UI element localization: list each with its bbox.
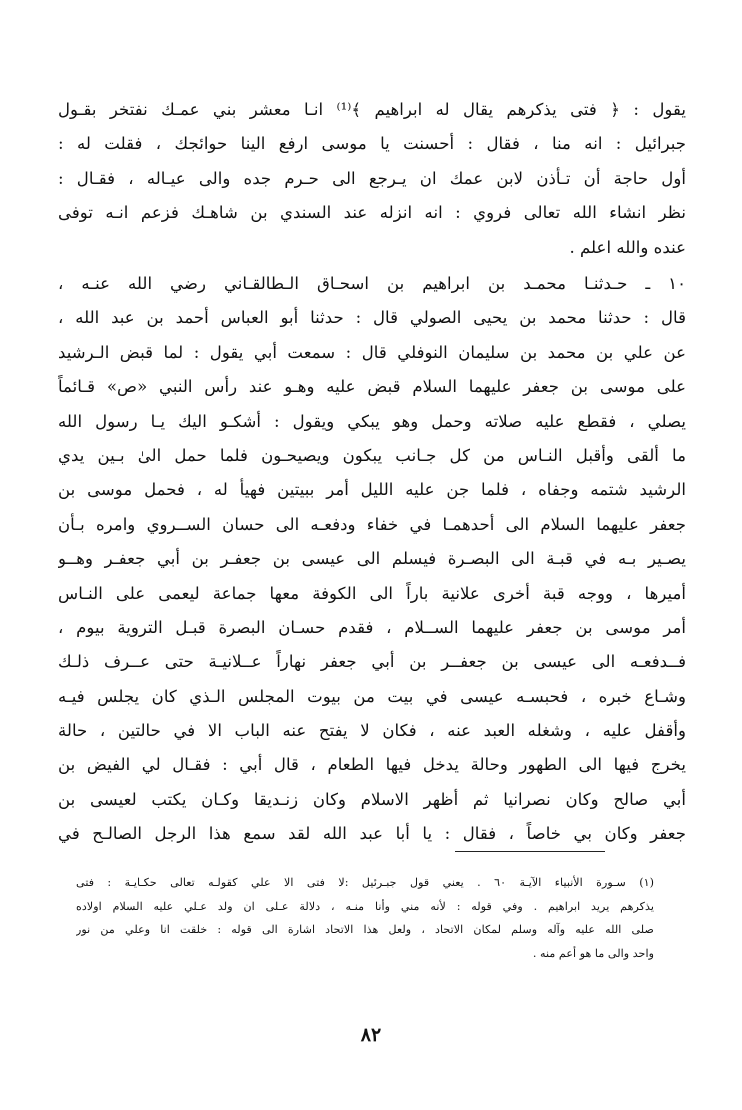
footnote	[76, 871, 654, 965]
text-line: جعفر وكان بي خاصاً ، فقال : يا أبا عبد الله لقد سمع هذا الرجل الصالـح في	[58, 824, 686, 844]
text-line: أميرها ، ووجه قبة أخرى علانية باراً الى الكوفة معها جماعة ليعمى على النـاس	[58, 583, 686, 603]
text-line: نظر انشاء الله تعالى فروي : انه انزله عند السندي بن شاهـك فزعم انـه توفى	[58, 203, 686, 223]
footnote-line: صلى الله عليه وآله وسلم لمكان الاتحاد ، ولعل هذا الاتحاد اشارة الى قوله : خلقت انا وعلي من نور	[76, 923, 654, 936]
text-line: فــدفعـه الى عيسى بن جعفــر بن أبي جعفر نهاراً عــلانيـة حتى عــرف ذلـك	[58, 652, 686, 672]
text-line: يقول : ﴿ فتى يذكرهم يقال له ابراهيم ﴾⁽¹⁾ انـا معشر بني عمـك نفتخر بقـول	[58, 100, 686, 119]
text-line: جعفر عليهما السلام الى أحدهمـا في خفاء ودفعـه الى حسان الســروي وامره بـأن	[58, 514, 686, 534]
text-line: على موسى بن جعفر عليهما السلام قبض عليه وهـو عند رأس النبي «ص» قـائماً	[58, 377, 686, 397]
text-line: جبرائيل : انه منا ، فقال : أحسنت يا موسى ارفع الينا حوائجك ، فقلت له :	[58, 134, 686, 154]
text-line: أول حاجة أن تـأذن لابن عمك ان يـرجع الى حـرم جده والى عيـاله ، فقـال :	[58, 168, 686, 188]
paragraph-2	[58, 267, 686, 852]
page-number: ٨٢	[360, 1024, 382, 1046]
text-line: يخرج فيها الى الطهور وحالة يدخل فيها الطعام ، قال أبي : فقـال لي الفيض بن	[58, 755, 686, 775]
text-line: أبي صالح وكان نصرانيا ثم أظهر الاسلام وكان زنـديقا وكـان يكتب لعيسى بن	[58, 789, 686, 809]
text-line: يصلي ، فقطع عليه صلاته وحمل وهو يبكي ويقول : أشكـو اليك يـا رسول الله	[58, 411, 686, 431]
text-line: يصـير بـه في قبـة الى البصـرة فيسلم الى عيسى بن جعفـر بن أبي جعفـر وهــو	[58, 549, 686, 569]
text-line: ما ألقى وأقبل النـاس من كل جـانب يبكون ويصيحـون فلما حمل الىٰ بـين يدي	[58, 445, 686, 465]
footnote-line: واحد والى ما هو أعم منه .	[532, 946, 654, 960]
text-line: وأقفل عليه ، وشغله العبد عنه ، فكان لا يفتح عنه الباب الا في حالتين ، حالة	[58, 721, 686, 741]
text-line: الرشيد شتمه وجفاه ، فلما جن عليه الليل أمر ببيتين فهيأ له ، فحمل موسى بن	[58, 480, 686, 500]
footnote-line: يذكرهم يريد ابراهيم . وفي قوله : لأنه مني وأنا منـه ، دلالة عـلى ان ولد عـلي عليه السلام اولاده	[76, 899, 654, 913]
paragraph-1	[58, 93, 686, 265]
text-line: عن علي بن محمد بن سليمان النوفلي قال : سمعت أبي يقول : لما قبض الـرشيد	[58, 342, 686, 362]
footnote-divider	[455, 851, 605, 852]
text-line: عنده والله اعلم .	[569, 237, 686, 257]
text-line: ١٠ ـ حـدثنـا محمـد بن ابراهيم بن اسحـاق الـطالقـاني رضي الله عنـه ،	[58, 274, 686, 293]
text-line: وشـاع خبره ، فحبسـه عيسى في بيت من بيوت المجلس الـذي كان يجلس فيـه	[58, 686, 686, 706]
footnote-line: (١) سـورة الأنبياء الآيـة ٦٠ . يعني قول جبـرئيل :لا فتى الا علي كقولـه تعالى حكـايـة : فتى	[76, 876, 654, 889]
text-line: أمر موسى بن جعفر عليهما الســلام ، فقدم حسـان البصرة قبـل التروية بيوم ،	[58, 617, 686, 637]
text-line: قال : حدثنا محمد بن يحيى الصولي قال : حدثنا أبو العباس أحمد بن عبد الله ،	[58, 308, 686, 328]
